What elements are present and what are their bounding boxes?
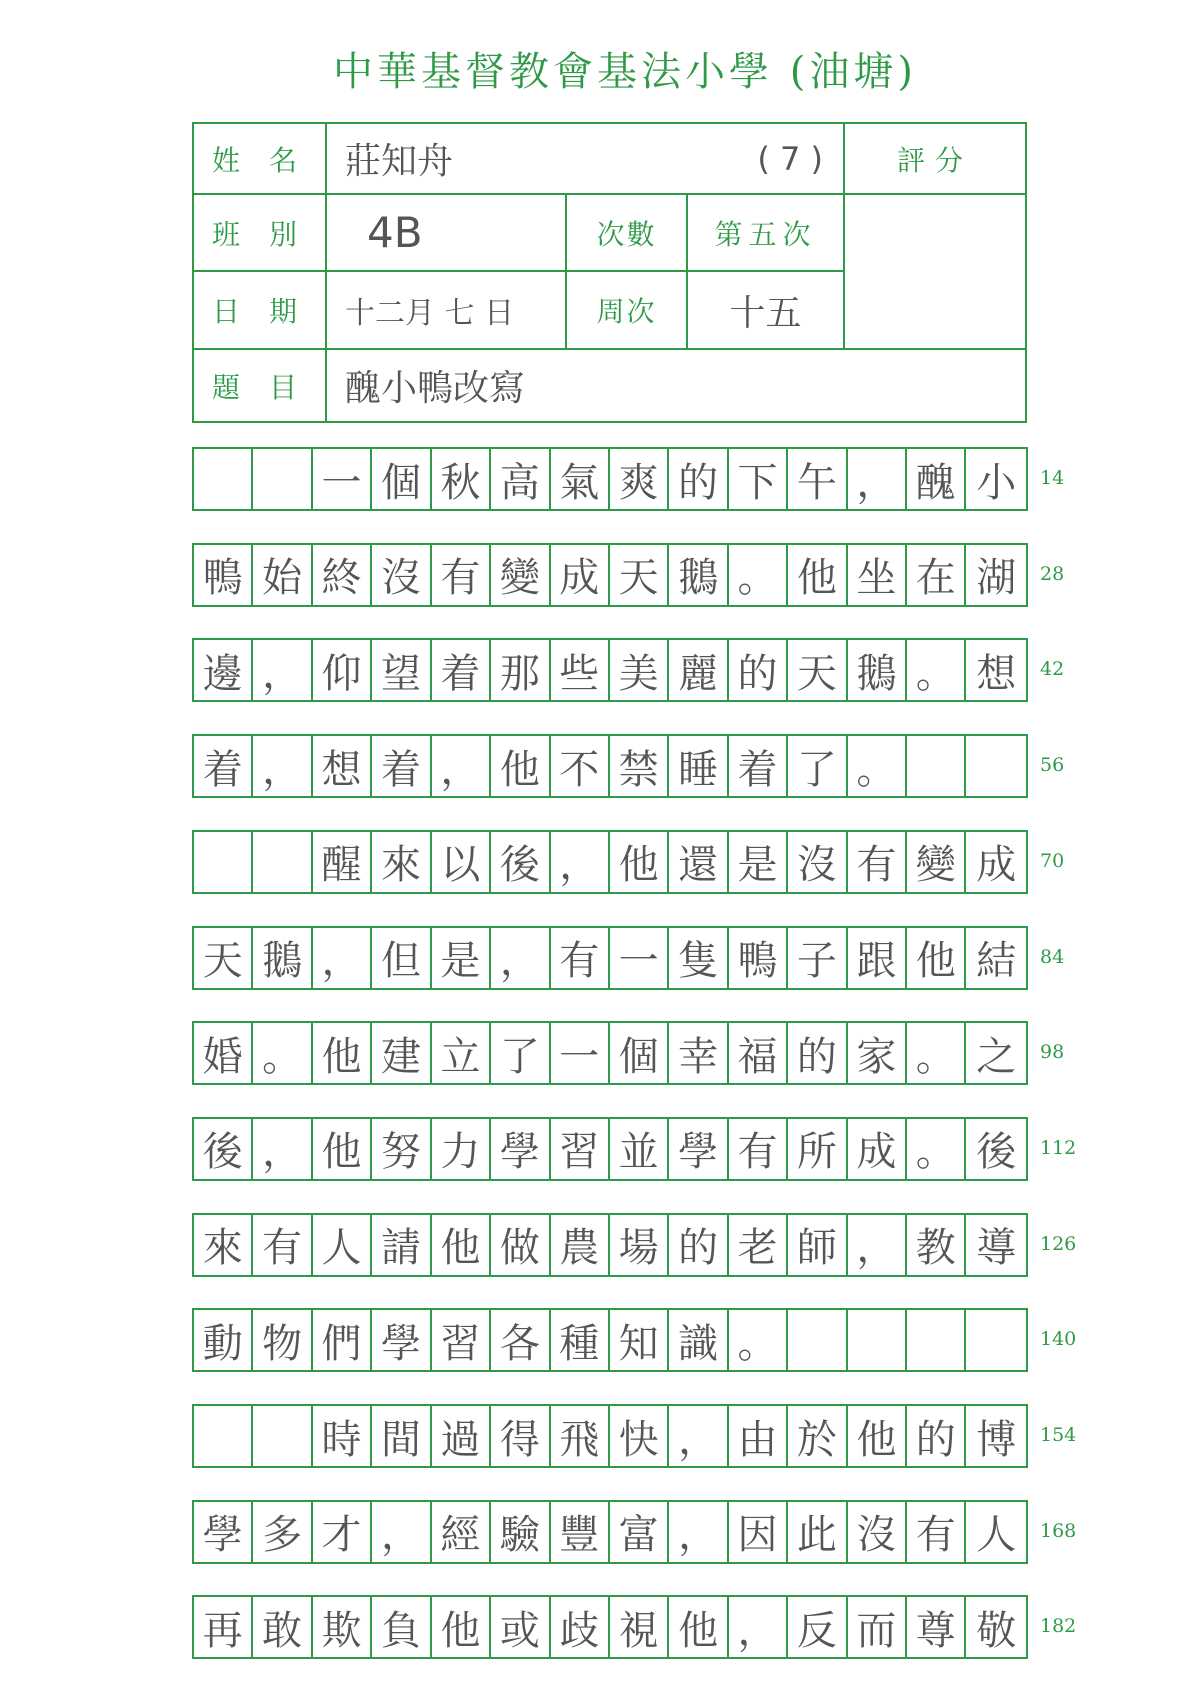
grid-cell: 後 <box>194 1119 253 1179</box>
grid-cell: 一 <box>313 449 372 509</box>
grid-cell: 些 <box>551 640 610 700</box>
grid-cell: 一 <box>610 928 669 988</box>
grid-row <box>192 1117 1028 1181</box>
grid-cell: ， <box>253 640 312 700</box>
grid-cell: ， <box>313 928 372 988</box>
grid-cell: 豐 <box>551 1502 610 1562</box>
grid-cell <box>253 449 312 509</box>
grid-cell: 有 <box>907 1502 966 1562</box>
grid-cell: 他 <box>669 1597 728 1657</box>
grid-row <box>192 1308 1028 1372</box>
grid-cell: 。 <box>907 1119 966 1179</box>
grid-row <box>192 1021 1028 1085</box>
grid-cell: 博 <box>976 1416 1017 1463</box>
grid-cell <box>907 736 966 796</box>
grid-cell: 了 <box>491 1023 550 1083</box>
week-value: 十五 <box>688 272 845 350</box>
grid-cell: 在 <box>907 545 966 605</box>
grid-cell: 想 <box>976 650 1017 697</box>
grid-cell: 。 <box>253 1023 312 1083</box>
grid-cell: 反 <box>788 1597 847 1657</box>
grid-cell: 一 <box>551 1023 610 1083</box>
grid-row <box>192 1213 1028 1277</box>
grid-cell: 。 <box>907 1023 966 1083</box>
grid-row <box>192 1500 1028 1564</box>
school-title: 中華基督教會基法小學 (油塘) <box>333 49 917 95</box>
grid-cell: 請 <box>372 1215 431 1275</box>
grid-row <box>192 447 1028 511</box>
grid-cell: 習 <box>551 1119 610 1179</box>
grid-cell <box>966 736 1025 796</box>
date-label: 日 期 <box>194 272 327 350</box>
grid-cell: 望 <box>372 640 431 700</box>
grid-cell: ， <box>372 1502 431 1562</box>
grid-cell: 他 <box>848 1406 907 1466</box>
grid-cell: 學 <box>669 1119 728 1179</box>
grid-cell: 來 <box>194 1215 253 1275</box>
grid-cell: 種 <box>551 1310 610 1370</box>
grid-cell: 還 <box>669 832 728 892</box>
char-count: 98 <box>1040 1041 1065 1064</box>
grid-cell: 驗 <box>491 1502 550 1562</box>
grid-cell: 午 <box>788 449 847 509</box>
grid-cell: 。 <box>729 1310 788 1370</box>
grid-cell: 有 <box>432 545 491 605</box>
class-number: ( 7 ) <box>757 139 823 178</box>
grid-cell: 幸 <box>669 1023 728 1083</box>
grid-cell: 福 <box>729 1023 788 1083</box>
grid-cell: 來 <box>372 832 431 892</box>
grid-cell: 天 <box>788 640 847 700</box>
grid-cell <box>194 449 253 509</box>
grid-cell: 了 <box>788 736 847 796</box>
char-count: 70 <box>1040 849 1065 872</box>
grid-row <box>192 638 1028 702</box>
grid-cell: 時 <box>313 1406 372 1466</box>
grid-row <box>192 926 1028 990</box>
date-value: 十二月 七 日 <box>327 272 567 350</box>
grid-cell: 天 <box>610 545 669 605</box>
grid-cell: 成 <box>551 545 610 605</box>
grid-cell: 經 <box>432 1502 491 1562</box>
grid-cell: 醒 <box>313 832 372 892</box>
grid-cell: 他 <box>432 1597 491 1657</box>
char-count: 182 <box>1040 1615 1077 1638</box>
grid-cell: 小 <box>976 459 1017 506</box>
grid-cell: 此 <box>788 1502 847 1562</box>
grid-cell: 結 <box>976 938 1017 984</box>
grid-cell: 家 <box>848 1023 907 1083</box>
grid-cell <box>253 1406 312 1466</box>
grid-cell: 沒 <box>848 1502 907 1562</box>
name-label: 姓 名 <box>194 124 327 195</box>
grid-cell: 努 <box>372 1119 431 1179</box>
grid-cell: 成 <box>976 842 1017 889</box>
name-field <box>327 124 845 195</box>
grid-cell: 坐 <box>848 545 907 605</box>
grid-cell: 學 <box>372 1310 431 1370</box>
grid-cell: 尊 <box>907 1597 966 1657</box>
grid-cell: 子 <box>788 928 847 988</box>
grid-cell: 仰 <box>313 640 372 700</box>
grid-cell: 導 <box>976 1225 1017 1272</box>
grid-cell: 成 <box>848 1119 907 1179</box>
grid-cell: 變 <box>491 545 550 605</box>
grid-cell: 想 <box>313 736 372 796</box>
grid-cell: 教 <box>907 1215 966 1275</box>
grid-cell: 着 <box>729 736 788 796</box>
grid-cell: 後 <box>491 832 550 892</box>
grid-cell: 的 <box>907 1406 966 1466</box>
grid-cell: 再 <box>194 1597 253 1657</box>
grid-cell: 睡 <box>669 736 728 796</box>
grid-cell: 鵝 <box>253 928 312 988</box>
grid-row <box>192 830 1028 894</box>
grid-cell: 始 <box>253 545 312 605</box>
grid-cell: 農 <box>551 1215 610 1275</box>
grid-cell: ， <box>253 736 312 796</box>
grid-cell: 人 <box>976 1512 1017 1559</box>
grid-cell: 他 <box>313 1023 372 1083</box>
grid-cell: 醜 <box>907 449 966 509</box>
grid-cell: 高 <box>491 449 550 509</box>
grid-cell: 是 <box>432 928 491 988</box>
grid-row <box>192 734 1028 798</box>
grid-cell: 由 <box>729 1406 788 1466</box>
grid-cell: 歧 <box>551 1597 610 1657</box>
grid-cell: 富 <box>610 1502 669 1562</box>
grid-cell: 有 <box>848 832 907 892</box>
grid-cell: 各 <box>491 1310 550 1370</box>
grid-cell: ， <box>848 1215 907 1275</box>
grid-cell: 的 <box>788 1023 847 1083</box>
grid-cell: 動 <box>194 1310 253 1370</box>
topic-label: 題 目 <box>194 350 327 421</box>
grid-cell: ， <box>729 1597 788 1657</box>
grid-cell <box>848 1310 907 1370</box>
score-label: 評分 <box>845 124 1025 195</box>
grid-cell: 或 <box>491 1597 550 1657</box>
char-count: 84 <box>1040 945 1065 968</box>
grid-cell: 快 <box>610 1406 669 1466</box>
score-box <box>845 195 1025 350</box>
grid-cell: ， <box>432 736 491 796</box>
grid-cell: 建 <box>372 1023 431 1083</box>
times-value: 第五次 <box>688 195 845 272</box>
grid-cell <box>194 1406 253 1466</box>
grid-cell: 跟 <box>848 928 907 988</box>
grid-cell: 的 <box>729 640 788 700</box>
grid-cell: 學 <box>194 1502 253 1562</box>
char-count: 56 <box>1040 754 1065 777</box>
times-label: 次數 <box>567 195 688 272</box>
grid-cell: 物 <box>253 1310 312 1370</box>
grid-cell: 。 <box>729 545 788 605</box>
grid-cell: 負 <box>372 1597 431 1657</box>
grid-cell: ， <box>669 1502 728 1562</box>
grid-cell: 的 <box>669 449 728 509</box>
grid-cell: 鵝 <box>848 640 907 700</box>
char-count: 112 <box>1040 1136 1077 1159</box>
grid-cell: 着 <box>432 640 491 700</box>
grid-cell: 學 <box>491 1119 550 1179</box>
grid-cell: 過 <box>432 1406 491 1466</box>
grid-cell: 湖 <box>976 555 1017 602</box>
grid-cell: 欺 <box>313 1597 372 1657</box>
grid-cell: 的 <box>669 1215 728 1275</box>
student-name: 莊知舟 <box>345 141 454 182</box>
grid-cell: 敢 <box>253 1597 312 1657</box>
grid-cell: 那 <box>491 640 550 700</box>
grid-cell: ， <box>848 449 907 509</box>
char-count: 14 <box>1040 467 1065 489</box>
grid-cell: ， <box>253 1119 312 1179</box>
info-table <box>192 122 1027 423</box>
grid-cell: 識 <box>669 1310 728 1370</box>
grid-cell: 終 <box>313 545 372 605</box>
char-count: 42 <box>1040 658 1065 681</box>
grid-cell: ， <box>551 832 610 892</box>
char-count: 126 <box>1040 1232 1077 1255</box>
char-count: 154 <box>1040 1424 1077 1446</box>
grid-cell: 習 <box>432 1310 491 1370</box>
grid-cell: 人 <box>313 1215 372 1275</box>
grid-cell: 爽 <box>610 449 669 509</box>
char-count: 168 <box>1040 1519 1077 1542</box>
class-value: 4B <box>327 195 567 272</box>
grid-cell: 禁 <box>610 736 669 796</box>
grid-cell: 飛 <box>551 1406 610 1466</box>
grid-cell: 。 <box>907 640 966 700</box>
grid-cell: 是 <box>729 832 788 892</box>
grid-cell: 老 <box>729 1215 788 1275</box>
grid-cell: 立 <box>432 1023 491 1083</box>
grid-cell: 下 <box>729 449 788 509</box>
grid-cell: 視 <box>610 1597 669 1657</box>
grid-row <box>192 543 1028 607</box>
grid-cell: 才 <box>313 1502 372 1562</box>
grid-row <box>192 1404 1028 1468</box>
char-count: 28 <box>1040 562 1065 585</box>
grid-cell: 邊 <box>194 640 253 700</box>
grid-cell <box>966 1310 1025 1370</box>
grid-cell: 有 <box>551 928 610 988</box>
grid-cell <box>253 832 312 892</box>
grid-cell: 他 <box>313 1119 372 1179</box>
grid-cell: 做 <box>491 1215 550 1275</box>
grid-cell: 以 <box>432 832 491 892</box>
grid-cell: 他 <box>610 832 669 892</box>
grid-cell: 他 <box>432 1215 491 1275</box>
grid-cell: 麗 <box>669 640 728 700</box>
grid-cell: 有 <box>729 1119 788 1179</box>
grid-cell: 之 <box>976 1033 1017 1080</box>
char-count: 140 <box>1040 1328 1077 1351</box>
grid-cell: 們 <box>313 1310 372 1370</box>
grid-cell: 隻 <box>669 928 728 988</box>
grid-cell <box>907 1310 966 1370</box>
grid-cell: 他 <box>907 928 966 988</box>
grid-cell: 氣 <box>551 449 610 509</box>
grid-cell: 場 <box>610 1215 669 1275</box>
grid-cell <box>194 832 253 892</box>
grid-cell: 於 <box>788 1406 847 1466</box>
grid-cell: 力 <box>432 1119 491 1179</box>
grid-cell: 知 <box>610 1310 669 1370</box>
grid-cell: 鴨 <box>194 545 253 605</box>
grid-cell: 得 <box>491 1406 550 1466</box>
grid-cell: 天 <box>194 928 253 988</box>
class-label: 班 別 <box>194 195 327 272</box>
grid-cell: 敬 <box>976 1607 1017 1654</box>
grid-cell: 沒 <box>372 545 431 605</box>
grid-cell: ， <box>669 1406 728 1466</box>
topic-value: 醜小鴨改寫 <box>345 368 526 409</box>
grid-cell: 有 <box>253 1215 312 1275</box>
grid-cell: 。 <box>848 736 907 796</box>
grid-cell: 美 <box>610 640 669 700</box>
grid-cell: 因 <box>729 1502 788 1562</box>
grid-cell: 並 <box>610 1119 669 1179</box>
grid-cell: 但 <box>372 928 431 988</box>
grid-cell: 婚 <box>194 1023 253 1083</box>
grid-cell: 鵝 <box>669 545 728 605</box>
grid-cell: 而 <box>848 1597 907 1657</box>
grid-cell: 他 <box>788 545 847 605</box>
grid-row <box>192 1595 1028 1659</box>
grid-cell: 他 <box>491 736 550 796</box>
grid-cell: 沒 <box>788 832 847 892</box>
grid-cell: ， <box>491 928 550 988</box>
grid-cell: 個 <box>610 1023 669 1083</box>
grid-cell: 所 <box>788 1119 847 1179</box>
grid-cell: 不 <box>551 736 610 796</box>
grid-cell <box>788 1310 847 1370</box>
grid-cell: 着 <box>194 736 253 796</box>
grid-cell: 多 <box>253 1502 312 1562</box>
grid-cell: 變 <box>907 832 966 892</box>
grid-cell: 秋 <box>432 449 491 509</box>
grid-cell: 後 <box>976 1129 1017 1176</box>
grid-cell: 師 <box>788 1215 847 1275</box>
grid-cell: 着 <box>372 736 431 796</box>
grid-cell: 鴨 <box>729 928 788 988</box>
week-label: 周次 <box>567 272 688 350</box>
grid-cell: 個 <box>372 449 431 509</box>
grid-cell: 間 <box>372 1406 431 1466</box>
